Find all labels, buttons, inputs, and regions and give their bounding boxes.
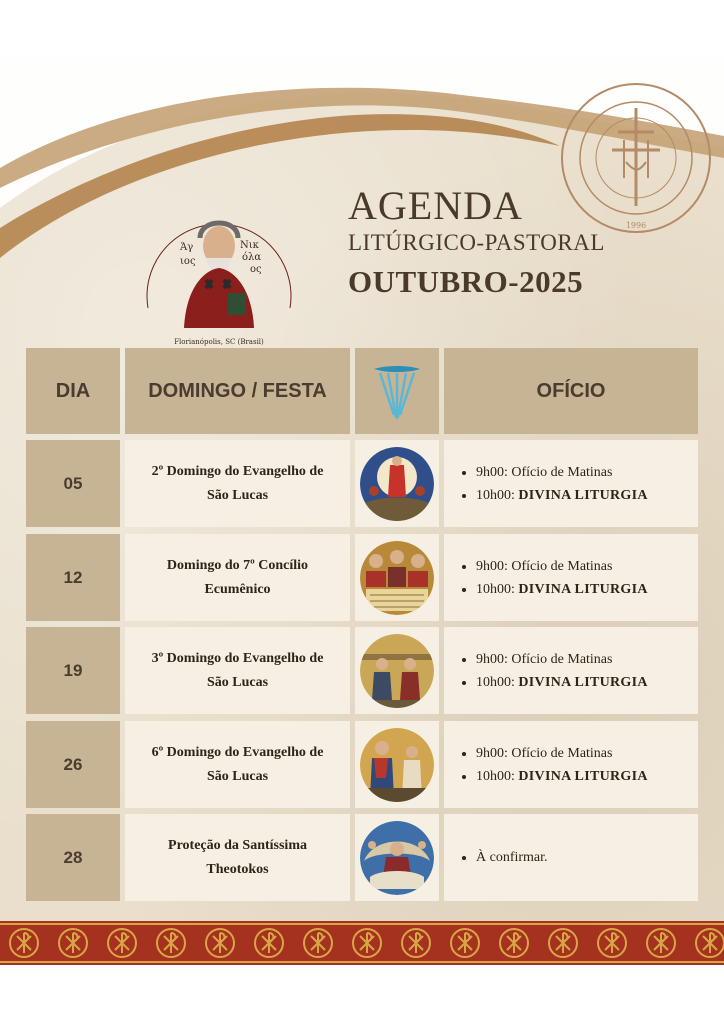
chi-rho-medallion-icon	[255, 929, 283, 957]
row-day	[26, 721, 120, 808]
chi-rho-medallion-icon	[500, 929, 528, 957]
chi-rho-medallion-icon	[10, 929, 38, 957]
row-day	[26, 440, 120, 527]
feast-line: Ecumênico	[204, 581, 271, 597]
row-icon	[355, 534, 439, 621]
header-office-label: OFÍCIO	[536, 379, 606, 402]
svg-text:Άγ: Άγ	[180, 242, 194, 253]
office-item: • 9h00: Ofício de Matinas	[476, 461, 648, 484]
office-item: • 9h00: Ofício de Matinas	[476, 555, 648, 578]
office-item: • 10h00: DIVINA LITURGIA	[476, 671, 648, 694]
chi-rho-medallion-icon	[647, 929, 675, 957]
row-office	[444, 721, 698, 808]
row-office	[444, 627, 698, 714]
feast-line: Theotokos	[206, 861, 269, 877]
office-item: • 9h00: Ofício de Matinas	[476, 648, 648, 671]
page-subtitle: LITÚRGICO-PASTORAL	[348, 230, 605, 255]
theotokos-protection-icon	[360, 821, 434, 895]
gospel-scene-icon	[360, 634, 434, 708]
feast-line: São Lucas	[206, 768, 269, 784]
office-item: • 10h00: DIVINA LITURGIA	[476, 765, 648, 788]
council-fathers-icon	[360, 541, 434, 615]
row-feast	[125, 627, 350, 714]
ornamental-border	[0, 921, 724, 965]
page-title: AGENDA	[348, 183, 523, 228]
chi-rho-medallion-icon	[108, 929, 136, 957]
svg-text:Florianópolis, SC (Brasil): Florianópolis, SC (Brasil)	[174, 338, 264, 346]
resurrection-icon	[360, 447, 434, 521]
svg-text:Νικ: Νικ	[240, 240, 259, 251]
office-item: • 10h00: DIVINA LITURGIA	[476, 484, 648, 507]
chi-rho-medallion-icon	[59, 929, 87, 957]
day-number: 19	[63, 660, 83, 680]
row-day	[26, 627, 120, 714]
chi-rho-medallion-icon	[304, 929, 332, 957]
dove-spirit-icon	[372, 363, 422, 419]
header-icon-column	[355, 348, 439, 434]
feast-line: Domingo do 7º Concílio	[166, 557, 309, 573]
page-month: OUTUBRO-2025	[348, 264, 584, 299]
row-office	[444, 814, 698, 901]
svg-text:ιος: ιος	[180, 256, 196, 267]
office-item: • 10h00: DIVINA LITURGIA	[476, 578, 648, 601]
office-item: • À confirmar.	[476, 846, 548, 869]
row-feast	[125, 814, 350, 901]
chi-rho-medallion-icon	[451, 929, 479, 957]
chi-rho-medallion-icon	[206, 929, 234, 957]
chi-rho-medallion-icon	[353, 929, 381, 957]
chi-rho-pattern	[0, 921, 724, 965]
row-feast	[125, 721, 350, 808]
row-feast	[125, 534, 350, 621]
svg-text:ος: ος	[250, 264, 262, 275]
row-icon	[355, 627, 439, 714]
feast-line: São Lucas	[206, 487, 269, 503]
chi-rho-medallion-icon	[549, 929, 577, 957]
chi-rho-medallion-icon	[598, 929, 626, 957]
day-number: 05	[63, 473, 83, 493]
header-day-label: DIA	[55, 379, 91, 402]
healing-scene-icon	[360, 728, 434, 802]
feast-line: São Lucas	[206, 674, 269, 690]
chi-rho-medallion-icon	[157, 929, 185, 957]
feast-line: 2º Domingo do Evangelho de	[151, 463, 324, 479]
agenda-title-block	[348, 184, 605, 302]
day-number: 12	[63, 567, 83, 587]
row-office	[444, 534, 698, 621]
chi-rho-medallion-icon	[696, 929, 724, 957]
svg-text:όλα: όλα	[242, 252, 262, 263]
header-feast-label: DOMINGO / FESTA	[148, 379, 327, 402]
poster	[0, 58, 724, 965]
chi-rho-medallion-icon	[402, 929, 430, 957]
day-number: 28	[63, 847, 83, 867]
header-office	[444, 348, 698, 434]
row-icon	[355, 814, 439, 901]
parish-logo	[134, 168, 304, 368]
header-day	[26, 348, 120, 434]
svg-text:1996: 1996	[625, 221, 647, 230]
day-number: 26	[63, 754, 83, 774]
row-feast	[125, 440, 350, 527]
feast-line: Proteção da Santíssima	[168, 837, 307, 853]
office-item: • 9h00: Ofício de Matinas	[476, 742, 648, 765]
header-feast	[125, 348, 350, 434]
feast-line: 3º Domingo do Evangelho de	[151, 650, 324, 666]
row-icon	[355, 721, 439, 808]
row-day	[26, 814, 120, 901]
row-office	[444, 440, 698, 527]
row-day	[26, 534, 120, 621]
row-icon	[355, 440, 439, 527]
feast-line: 6º Domingo do Evangelho de	[151, 744, 324, 760]
